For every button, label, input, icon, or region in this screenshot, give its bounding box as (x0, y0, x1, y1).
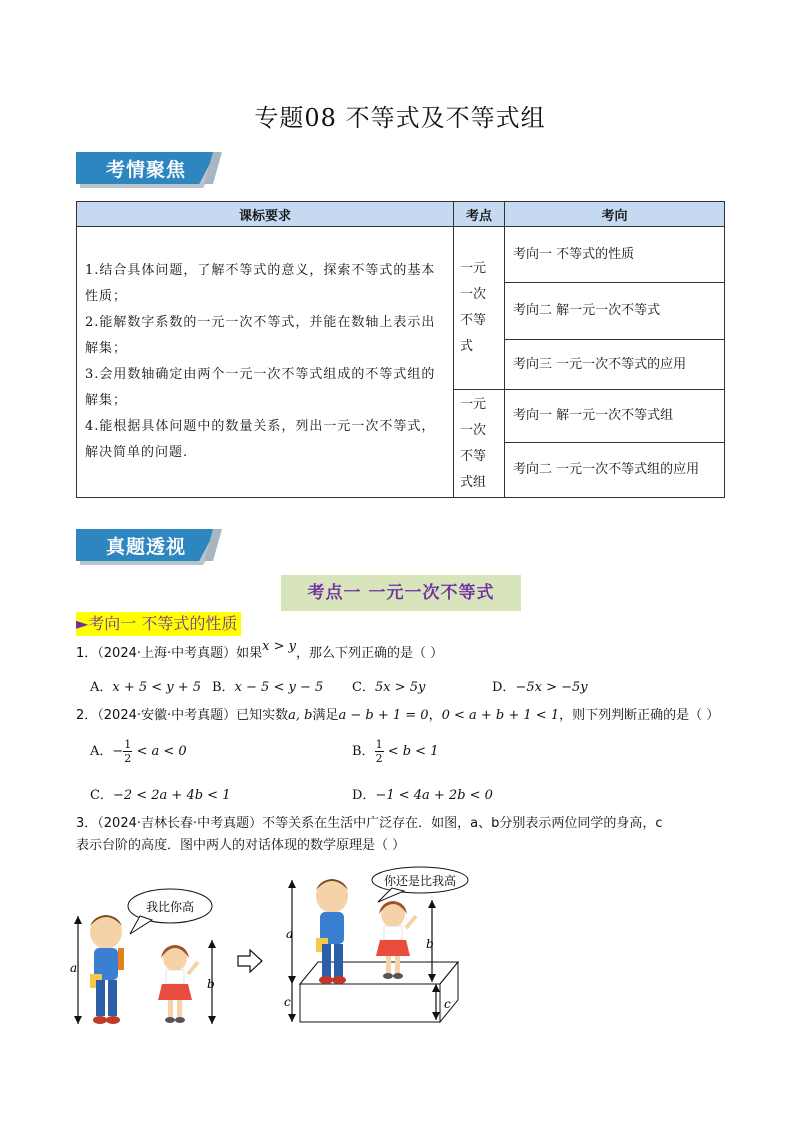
label-a-right: a (286, 927, 294, 941)
requirement-item: 2.能解数字系数的一元一次不等式，并能在数轴上表示出解集； (85, 315, 436, 356)
requirement-item: 1.结合具体问题，了解不等式的意义，探索不等式的基本性质； (85, 263, 436, 304)
q3-figure (60, 866, 480, 1036)
label-a-left: a (70, 961, 78, 975)
q2-option-d: D．−1 < 4a + 2b < 0 (352, 788, 493, 803)
requirements-cell (77, 227, 454, 498)
question-3-line-1: 3．（2024·吉林长春·中考真题）不等关系在生活中广泛存在．如图，a、b分别表示两位同学的身高，c (76, 816, 663, 831)
banner-label: 真题透视 (106, 536, 187, 558)
bubble-right-text: 你还是比我高 (383, 874, 457, 888)
direction-cell: 考向一 解一元一次不等式组 (505, 390, 725, 443)
requirement-item: 4.能根据具体问题中的数量关系，列出一元一次不等式，解决简单的问题. (85, 419, 436, 460)
label-b-right: b (426, 937, 434, 951)
point-cell: 一元一次不等式 (454, 227, 505, 390)
direction-cell: 考向二 解一元一次不等式 (505, 283, 725, 340)
page-title: 专题08 不等式及不等式组 (254, 104, 546, 132)
q2-option-a: A．− $\frac{1}{2}$ < a < 0 (90, 738, 187, 765)
header-points: 考点 (454, 202, 505, 227)
girl-illustration (158, 945, 198, 1023)
label-c-left: c (284, 995, 291, 1009)
arrow-icon (238, 950, 262, 972)
q1-option-a: A．x + 5 < y + 5 (90, 680, 202, 695)
header-requirements: 课标要求 (77, 202, 454, 227)
bubble-left-text: 我比你高 (145, 900, 195, 914)
label-b-left: b (207, 977, 215, 991)
question-1: 1．（2024·上海·中考真题）如果x > y，那么下列正确的是（ ） (76, 639, 444, 661)
header-directions: 考向 (505, 202, 725, 227)
curriculum-table (76, 201, 725, 498)
q1-condition: x > y (262, 639, 296, 654)
question-3-line-2: 表示台阶的高度．图中两人的对话体现的数学原理是（ ） (76, 838, 406, 853)
direction-cell: 考向二 一元一次不等式组的应用 (505, 443, 725, 498)
exam-direction-heading: ►考向一 不等式的性质 (76, 612, 241, 636)
section-banner-past-exams (76, 527, 228, 565)
label-c-right: c (444, 997, 451, 1011)
direction-cell: 考向一 不等式的性质 (505, 227, 725, 283)
q2-option-c: C．−2 < 2a + 4b < 1 (90, 788, 231, 803)
q1-option-c: C．5x > 5y (352, 680, 426, 695)
banner-label: 考情聚焦 (106, 159, 187, 181)
direction-cell: 考向三 一元一次不等式的应用 (505, 340, 725, 390)
q1-option-b: B．x − 5 < y − 5 (212, 680, 324, 695)
boy-illustration (90, 915, 124, 1024)
requirement-item: 3.会用数轴确定由两个一元一次不等式组成的不等式组的解集； (85, 367, 436, 408)
section-banner-exam-focus (76, 150, 228, 188)
exam-point-heading: 考点一 一元一次不等式 (281, 575, 521, 611)
point-cell: 一元一次不等式组 (454, 390, 505, 498)
q1-option-d: D．−5x > −5y (492, 680, 588, 695)
question-2: 2．（2024·安徽·中考真题）已知实数a, b满足a − b + 1 = 0，0 < a + b + 1 < 1，则下列判断正确的是（ ） (76, 708, 720, 723)
q2-option-b: B． $\frac{1}{2}$ < b < 1 (352, 738, 439, 765)
